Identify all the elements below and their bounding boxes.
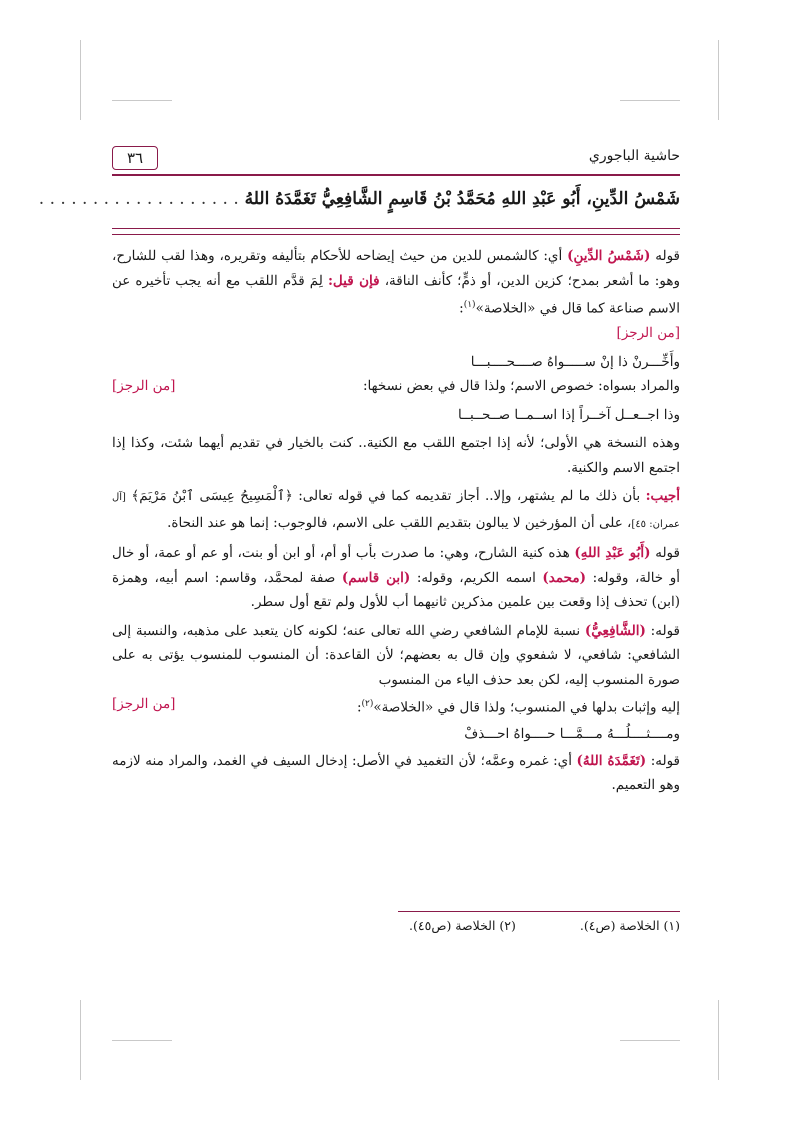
text: أي: كالشمس للدين من حيث إيضاحه للأحكام بتأليفه وتقريره، وهذا لقب للشارح، وهو: ما أشعر بمدح؛ كزين الدين، أو ذمٍّ؛ كأنف الناقة، bbox=[112, 248, 680, 289]
footnote-rule bbox=[398, 911, 680, 912]
lemma: (تَغَمَّدَهُ اللهُ) bbox=[576, 752, 647, 769]
text: : bbox=[459, 300, 464, 317]
crop-mark bbox=[112, 100, 172, 101]
verse-line: وأَخِّـــرنْ ذا إنْ ســـــواهُ صــــحــــبـــا bbox=[470, 353, 680, 370]
matn-line bbox=[38, 180, 680, 220]
text: بأن ذلك ما لم يشتهر، وإلا.. أجاز تقديمه كما في قوله تعالى: ﴿ٱلْمَسِيحُ عِيسَى ٱبْنُ مَرْيَمَ﴾ bbox=[131, 488, 641, 504]
text: نسبة للإمام الشافعي رضي الله تعالى عنه؛ لكونه كان يتعبد على مذهبه، والنسبة إلى الشافعي: شافعي، لا شفعوي وإن قال به بعضهم؛ لأن القاعدة: أن المنسوب للمنسوب يؤتى به على صورة المنسوب إليه، لكن بعد حذف الياء من المنسوب bbox=[112, 622, 680, 688]
line-with-meter bbox=[112, 692, 680, 720]
text: قوله: bbox=[650, 622, 680, 639]
text: والمراد بسواه: خصوص الاسم؛ ولذا قال في بعض نسخها: bbox=[362, 378, 680, 394]
text: قوله bbox=[655, 545, 680, 561]
lemma: (الشَّافِعِيُّ) bbox=[584, 622, 646, 639]
verse-line: وذا اجــعــل آخــراً إذا اســمــا صــحــبــا bbox=[457, 406, 680, 423]
footnote: (١) الخلاصة (ص٤). bbox=[579, 918, 680, 933]
text bbox=[357, 692, 680, 720]
text: : bbox=[356, 699, 362, 716]
text: أي: غمره وعمَّه؛ لأن التغميد في الأصل: إدخال السيف في الغمد، والمراد منه لازمه وهو التعميم. bbox=[112, 752, 680, 793]
crop-mark bbox=[718, 1000, 719, 1080]
page-number: ٣٦ bbox=[112, 146, 158, 170]
crop-mark bbox=[112, 1040, 172, 1041]
text: ، على أن المؤرخين لا يبالون بتقديم اللقب على الاسم، فالوجوب: إنما هو عند النحاة. bbox=[167, 514, 632, 531]
paragraph bbox=[112, 541, 680, 615]
answer-label: أجيب: bbox=[645, 488, 680, 504]
crop-mark bbox=[620, 1040, 680, 1041]
footnote: (٢) الخلاصة (ص٤٥). bbox=[409, 918, 516, 933]
matn-text: شَمْسُ الدِّينِ، أَبُو عَبْدِ اللهِ مُحَمَّدُ بْنُ قَاسِمٍ الشَّافِعِيُّ تَغَمَّدَهُ اللهُ bbox=[244, 189, 680, 209]
crop-mark bbox=[80, 40, 81, 120]
meter-label: [من الرجز] bbox=[616, 325, 680, 341]
text: إليه وإثبات بدلها في المنسوب؛ ولذا قال في «الخلاصة» bbox=[373, 699, 680, 716]
paragraph: وهذه النسخة هي الأولى؛ لأنه إذا اجتمع اللقب مع الكنية.. كنت بالخيار في تقديم أيهما شئت، وكذا إذا اجتمع الاسم والكنية. bbox=[112, 435, 680, 476]
footnotes bbox=[112, 918, 680, 933]
crop-mark bbox=[718, 40, 719, 120]
text: قوله bbox=[655, 248, 680, 264]
text: اسمه الكريم، وقوله: bbox=[416, 569, 536, 586]
text: هذه كنية الشارح، وهي: ما صدرت بأب أو أم، أو ابن أو بنت، أو عم أو عمة، أو خال أو خالة، وقوله: bbox=[112, 545, 680, 586]
text: قوله: bbox=[650, 752, 681, 769]
footnote-ref: (١) bbox=[463, 300, 476, 310]
paragraph bbox=[112, 484, 680, 537]
footnote-ref: (٢) bbox=[361, 699, 374, 709]
crop-mark bbox=[620, 100, 680, 101]
quran-reference: [آل عمران: ٤٥] bbox=[112, 492, 680, 530]
lemma: (شَمْسُ الدِّينِ) bbox=[567, 248, 651, 264]
line-with-meter bbox=[112, 374, 680, 399]
meter-label: [من الرجز] bbox=[112, 696, 176, 712]
header-rule bbox=[112, 174, 680, 176]
commentary-body bbox=[112, 244, 680, 798]
matn-separator bbox=[112, 228, 680, 235]
meter-label: [من الرجز] bbox=[112, 378, 176, 394]
paragraph bbox=[112, 244, 680, 321]
text: صفة لمحمَّد، وقاسم: اسم أبيه، وهمزة (ابن) تحذف إذا وقعت بين علمين مذكرين ثانيهما أب للأول ولم تقع أول سطر. bbox=[112, 569, 680, 610]
lemma: (ابن قاسم) bbox=[341, 569, 411, 586]
lemma: (أَبُو عَبْدِ اللهِ) bbox=[574, 545, 651, 561]
book-title: حاشية الباجوري bbox=[588, 148, 680, 164]
paragraph bbox=[112, 619, 680, 693]
text: لِمَ قدَّم اللقب مع أنه يجب تأخيره عن الاسم صناعة كما قال في «الخلاصة» bbox=[112, 272, 680, 317]
matn-dots: . . . . . . . . . . . . . . . . . . . bbox=[38, 189, 239, 209]
verse-line: ومــــثــــلُـــهُ مـــمَّـــا حــــواهُ احـــذفْ bbox=[464, 726, 680, 742]
objection-label: فإن قيل: bbox=[327, 272, 380, 289]
paragraph bbox=[112, 749, 680, 798]
crop-mark bbox=[80, 1000, 81, 1080]
lemma: (محمد) bbox=[542, 569, 587, 586]
running-header bbox=[112, 140, 680, 170]
